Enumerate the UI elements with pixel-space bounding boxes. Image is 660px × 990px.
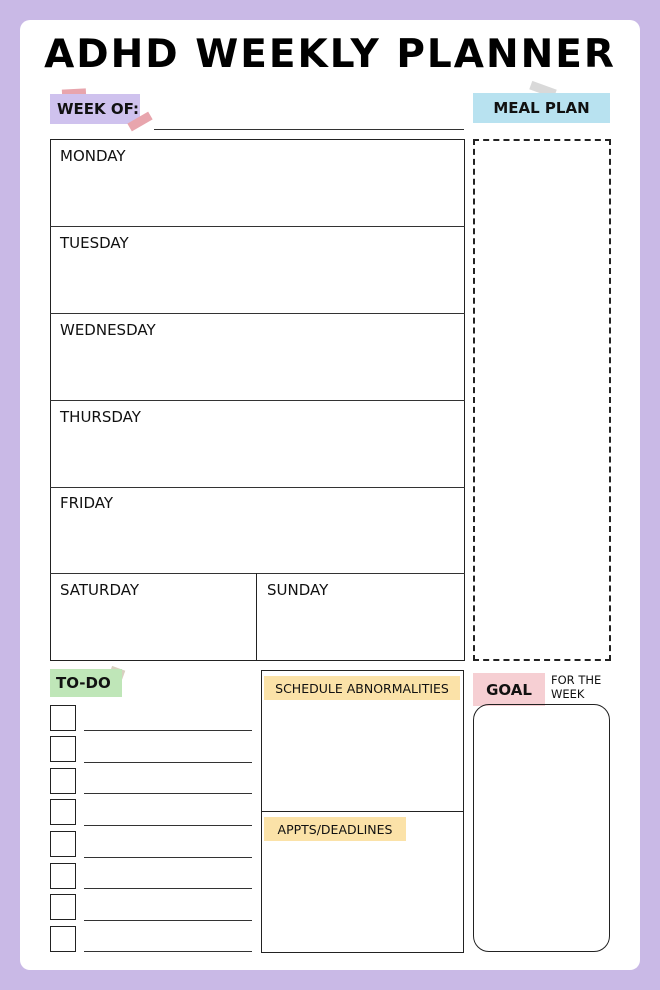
todo-line-1[interactable] <box>84 730 252 731</box>
goal-area[interactable] <box>473 704 610 952</box>
day-thursday[interactable]: THURSDAY <box>60 408 141 426</box>
todo-checkbox-6[interactable] <box>50 863 76 889</box>
todo-checkbox-3[interactable] <box>50 768 76 794</box>
divider-wednesday <box>50 313 465 314</box>
week-of-line[interactable] <box>154 129 464 130</box>
todo-label <box>50 669 122 697</box>
divider-tuesday <box>50 226 465 227</box>
todo-line-3[interactable] <box>84 793 252 794</box>
meal-plan-label <box>473 93 610 123</box>
meal-plan-label-text: MEAL PLAN <box>493 99 590 117</box>
todo-line-4[interactable] <box>84 825 252 826</box>
day-wednesday[interactable]: WEDNESDAY <box>60 321 156 339</box>
schedule-label <box>264 676 460 700</box>
day-saturday[interactable]: SATURDAY <box>60 581 140 599</box>
day-tuesday[interactable]: TUESDAY <box>60 234 129 252</box>
week-of-label-text: WEEK OF: <box>57 100 140 118</box>
schedule-label-text: SCHEDULE ABNORMALITIES <box>275 680 449 696</box>
todo-checkbox-1[interactable] <box>50 705 76 731</box>
day-monday[interactable]: MONDAY <box>60 147 126 165</box>
todo-checkbox-5[interactable] <box>50 831 76 857</box>
todo-checkbox-8[interactable] <box>50 926 76 952</box>
todo-line-8[interactable] <box>84 951 252 952</box>
day-friday[interactable]: FRIDAY <box>60 494 114 512</box>
goal-label <box>473 673 545 706</box>
appts-label <box>264 817 406 841</box>
todo-checkbox-2[interactable] <box>50 736 76 762</box>
todo-line-7[interactable] <box>84 920 252 921</box>
goal-sublabel: FOR THE WEEK <box>551 673 602 701</box>
goal-label-text: GOAL <box>486 680 532 699</box>
appts-label-text: APPTS/DEADLINES <box>277 821 393 837</box>
week-of-label <box>50 94 140 124</box>
divider-weekend <box>50 573 465 574</box>
todo-line-6[interactable] <box>84 888 252 889</box>
todo-line-5[interactable] <box>84 857 252 858</box>
divider-sat-sun <box>256 573 257 661</box>
page-title: ADHD WEEKLY PLANNER <box>44 32 616 77</box>
todo-checkbox-7[interactable] <box>50 894 76 920</box>
todo-checkbox-4[interactable] <box>50 799 76 825</box>
meal-plan-area[interactable] <box>473 139 611 661</box>
divider-thursday <box>50 400 465 401</box>
todo-label-text: TO-DO <box>56 674 111 692</box>
todo-line-2[interactable] <box>84 762 252 763</box>
divider-friday <box>50 487 465 488</box>
day-sunday[interactable]: SUNDAY <box>267 581 329 599</box>
